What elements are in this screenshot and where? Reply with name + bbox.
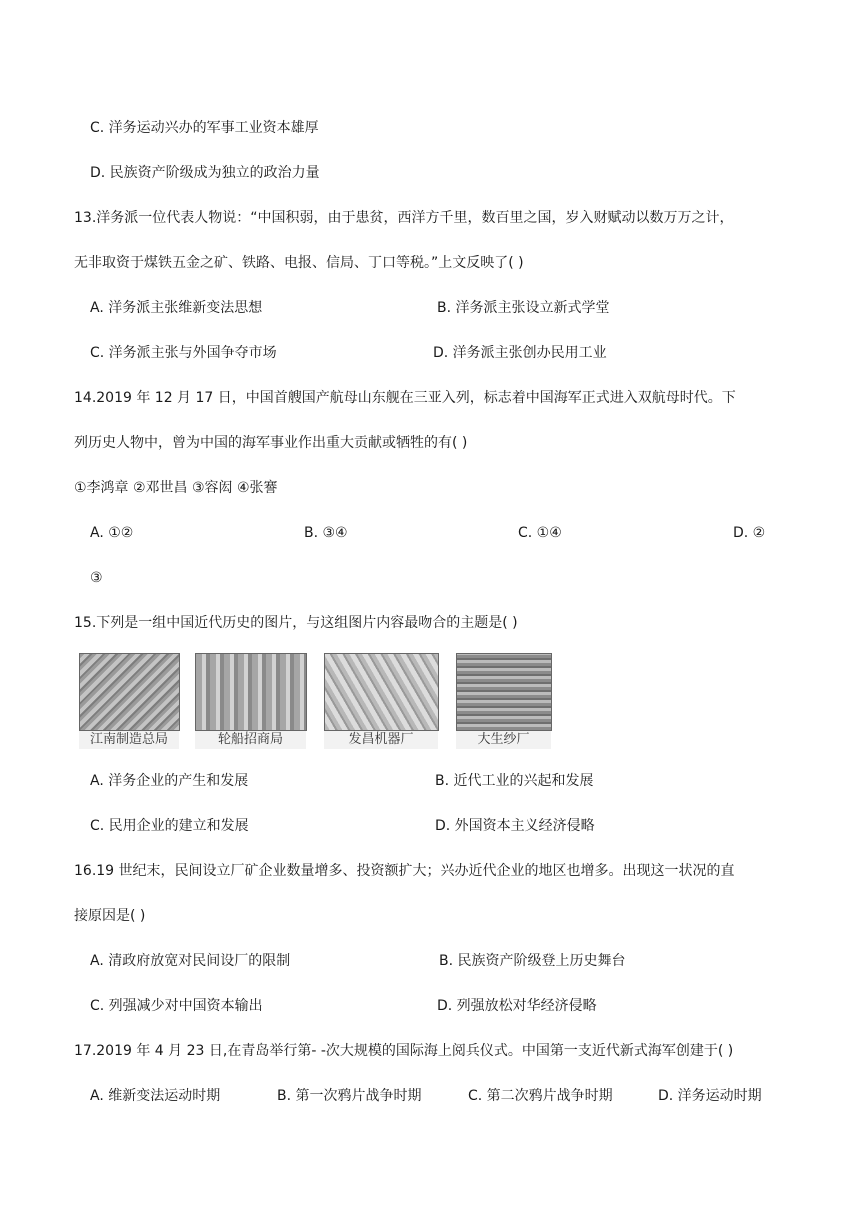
fachang-machine-works-photo	[324, 653, 439, 731]
q14-stem-line2: 列历史人物中，曾为中国的海军事业作出重大贡献或牺牲的有( )	[74, 435, 468, 451]
option-c-prev: C. 洋务运动兴办的军事工业资本雄厚	[90, 120, 319, 136]
jiangnan-arsenal-photo	[79, 653, 180, 731]
photo-caption-1: 江南制造总局	[79, 731, 179, 749]
q16-option-d: D. 列强放松对华经济侵略	[437, 998, 597, 1014]
photo-caption-4: 大生纱厂	[456, 731, 551, 749]
q16-option-a: A. 清政府放宽对民间设厂的限制	[90, 953, 291, 969]
q14-option-d-wrap: ③	[90, 570, 103, 586]
q14-option-d: D. ②	[733, 525, 766, 541]
q13-stem-line1: 13.洋务派一位代表人物说：“中国积弱，由于患贫，西洋方千里，数百里之国，岁入财赋动以数万万之计，	[74, 210, 734, 226]
q17-option-d: D. 洋务运动时期	[658, 1088, 762, 1104]
q15-option-d: D. 外国资本主义经济侵略	[435, 818, 595, 834]
q14-option-b: B. ③④	[304, 525, 348, 541]
q16-option-b: B. 民族资产阶级登上历史舞台	[439, 953, 626, 969]
q13-option-b: B. 洋务派主张设立新式学堂	[437, 300, 610, 316]
q15-option-b: B. 近代工业的兴起和发展	[435, 773, 594, 789]
china-merchants-steam-navigation-photo	[195, 653, 307, 731]
q13-option-c: C. 洋务派主张与外国争夺市场	[90, 345, 277, 361]
q13-option-d: D. 洋务派主张创办民用工业	[433, 345, 607, 361]
photo-caption-2: 轮船招商局	[195, 731, 306, 749]
q14-stem-line1: 14.2019 年 12 月 17 日，中国首艘国产航母山东舰在三亚入列，标志着中国海军正式进入双航母时代。下	[74, 390, 736, 406]
q17-option-c: C. 第二次鸦片战争时期	[468, 1088, 613, 1104]
dasheng-cotton-mill-photo	[456, 653, 552, 731]
q15-option-a: A. 洋务企业的产生和发展	[90, 773, 249, 789]
q17-option-a: A. 维新变法运动时期	[90, 1088, 221, 1104]
q14-option-c: C. ①④	[518, 525, 562, 541]
q13-option-a: A. 洋务派主张维新变法思想	[90, 300, 263, 316]
q16-option-c: C. 列强减少对中国资本输出	[90, 998, 263, 1014]
photo-caption-3: 发昌机器厂	[324, 731, 438, 749]
q14-items: ①李鸿章 ②邓世昌 ③容闳 ④张謇	[74, 480, 278, 496]
q15-option-c: C. 民用企业的建立和发展	[90, 818, 249, 834]
q14-option-a: A. ①②	[90, 525, 134, 541]
q16-stem-line1: 16.19 世纪末，民间设立厂矿企业数量增多、投资额扩大；兴办近代企业的地区也增多。出现这一状况的直	[74, 863, 735, 879]
q17-option-b: B. 第一次鸦片战争时期	[277, 1088, 422, 1104]
q13-stem-line2: 无非取资于煤铁五金之矿、铁路、电报、信局、丁口等税。”上文反映了( )	[74, 255, 524, 271]
q15-stem-line1: 15.下列是一组中国近代历史的图片，与这组图片内容最吻合的主题是( )	[74, 615, 518, 631]
q16-stem-line2: 接原因是( )	[74, 908, 146, 924]
q17-stem-line1: 17.2019 年 4 月 23 日,在青岛举行第- -次大规模的国际海上阅兵仪式。中国第一支近代新式海军创建于( )	[74, 1043, 734, 1059]
option-d-prev: D. 民族资产阶级成为独立的政治力量	[90, 165, 320, 181]
